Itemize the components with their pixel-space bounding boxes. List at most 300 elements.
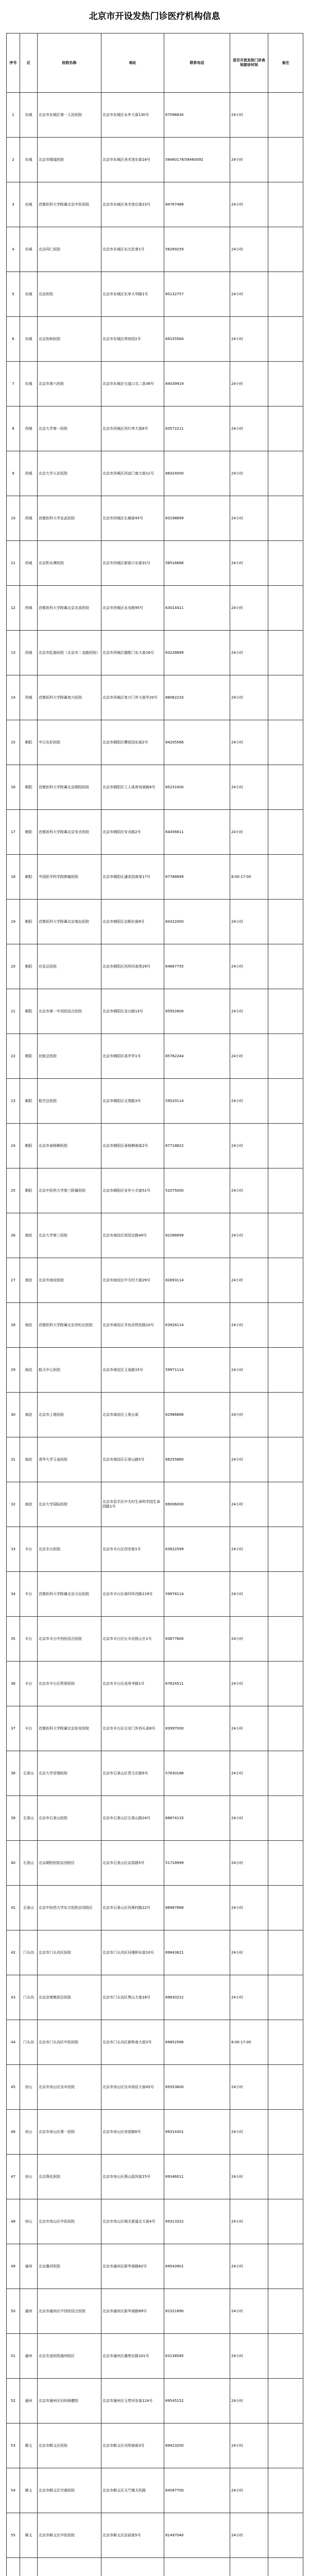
table-row <box>7 1706 303 1751</box>
cell-phone: 64456611 <box>164 810 230 855</box>
cell-index: 10 <box>7 496 20 541</box>
cell-address: 北京市通州区新华南路89号 <box>101 2289 164 2334</box>
table-row <box>7 2558 303 2576</box>
cell-remarks <box>268 720 303 765</box>
cell-address: 北京市通州区玉带河东街124号 <box>101 2379 164 2424</box>
cell-index: 27 <box>7 1258 20 1303</box>
cell-remarks <box>268 1258 303 1303</box>
cell-hospital-name: 首都医科大学附属复兴医院 <box>38 675 101 720</box>
table-row <box>7 182 303 227</box>
cell-night-hours: 24小时 <box>230 2110 268 2155</box>
table-row <box>7 1617 303 1662</box>
cell-index: 46 <box>7 2110 20 2155</box>
cell-hospital-name: 北京朝阳医院京西院区 <box>38 1841 101 1886</box>
cell-district: 房山 <box>20 2065 38 2110</box>
cell-night-hours: 24小时 <box>230 1437 268 1482</box>
cell-phone: 67718822 <box>164 1124 230 1168</box>
cell-index: 53 <box>7 2424 20 2468</box>
cell-address: 北京市西城区西什库大街8号 <box>101 406 164 451</box>
cell-phone: 69852566 <box>164 2020 230 2065</box>
cell-phone: 68874133 <box>164 1796 230 1841</box>
table-row <box>7 1213 303 1258</box>
cell-address: 北京市东城区永外大街130号 <box>101 93 164 138</box>
cell-phone: 69843621 <box>164 1930 230 1975</box>
cell-hospital-name: 北京市房山区中医医院 <box>38 2199 101 2244</box>
cell-address: 北京市朝阳区金台路13号 <box>101 989 164 1034</box>
cell-district: 房山 <box>20 2199 38 2244</box>
cell-remarks <box>268 406 303 451</box>
cell-remarks <box>268 1751 303 1796</box>
cell-district: 朝阳 <box>20 1124 38 1168</box>
cell-address: 北京市朝阳区安贞路2号 <box>101 810 164 855</box>
table-row <box>7 2065 303 2110</box>
cell-index: 50 <box>7 2289 20 2334</box>
cell-phone: 57830188 <box>164 1751 230 1796</box>
cell-address: 北京市石景山区西黄村路22号 <box>101 1886 164 1930</box>
cell-phone: 63822599 <box>164 1527 230 1572</box>
cell-phone: 63926114 <box>164 1303 230 1348</box>
cell-phone: 69830222 <box>164 1975 230 2020</box>
cell-district: 东城 <box>20 93 38 138</box>
cell-address: 北京市丰台区右安门外西头条8号 <box>101 1706 164 1751</box>
cell-night-hours: 24小时 <box>230 989 268 1034</box>
cell-remarks <box>268 1796 303 1841</box>
table-row <box>7 631 303 675</box>
cell-phone: 69314301 <box>164 2110 230 2155</box>
cell-phone: 85231000 <box>164 765 230 810</box>
cell-hospital-name: 北京市门头沟区中医医院 <box>38 2020 101 2065</box>
table-row <box>7 1886 303 1930</box>
table-row <box>7 900 303 944</box>
cell-index: 51 <box>7 2334 20 2379</box>
cell-night-hours: 24小时 <box>230 2468 268 2513</box>
cell-night-hours: 24小时 <box>230 2289 268 2334</box>
cell-night-hours: 24小时 <box>230 272 268 317</box>
cell-remarks <box>268 2424 303 2468</box>
cell-hospital-name: 首都医科大学附属北京友谊医院 <box>38 586 101 631</box>
cell-district: 通州 <box>20 2334 38 2379</box>
cell-address: 北京市顺义区光明南街3号 <box>101 2424 164 2468</box>
cell-index: 30 <box>7 1393 20 1437</box>
cell-night-hours: 24小时 <box>230 1482 268 1527</box>
cell-index: 54 <box>7 2468 20 2513</box>
cell-hospital-name: 中日友好医院 <box>38 720 101 765</box>
table-row <box>7 1258 303 1303</box>
cell-phone: 83228899 <box>164 631 230 675</box>
cell-index <box>7 2558 20 2576</box>
cell-hospital-name: 首都医科大学附属北京天坛医院 <box>38 1572 101 1617</box>
cell-phone: 69543901 <box>164 2244 230 2289</box>
table-row <box>7 586 303 631</box>
cell-hospital-name: 北京中医药大学东方医院京西院区 <box>38 1886 101 1930</box>
table-row <box>7 1348 303 1393</box>
cell-remarks <box>268 631 303 675</box>
cell-index: 33 <box>7 1527 20 1572</box>
cell-night-hours: 24小时 <box>230 406 268 451</box>
cell-index: 5 <box>7 272 20 317</box>
cell-remarks <box>268 2468 303 2513</box>
table-row <box>7 1124 303 1168</box>
cell-hospital-name: 首都医科大学附属北京地坛医院 <box>38 900 101 944</box>
cell-hospital-name: 航空总医院 <box>38 1079 101 1124</box>
cell-night-hours: 24小时 <box>230 1034 268 1079</box>
cell-hospital-name: 北京协和医院 <box>38 317 101 362</box>
cell-night-hours: 24小时 <box>230 1886 268 1930</box>
cell-address: 北京市朝阳区高井甲1号 <box>101 1034 164 1079</box>
cell-night-hours: 24小时 <box>230 1572 268 1617</box>
table-row <box>7 2155 303 2199</box>
cell-hospital-name: 北京市通州区妇幼保健院 <box>38 2379 101 2424</box>
table-row <box>7 362 303 406</box>
cell-hospital-name: 航天中心医院 <box>38 1348 101 1393</box>
cell-phone: 84205566 <box>164 720 230 765</box>
cell-address: 北京市朝阳区樱花园东街2号 <box>101 720 164 765</box>
cell-hospital-name: 首都医科大学宣武医院 <box>38 496 101 541</box>
cell-night-hours: 24小时 <box>230 675 268 720</box>
cell-hospital-name: 首都医科大学附属北京佑安医院 <box>38 1706 101 1751</box>
table-row <box>7 93 303 138</box>
col-header-address: 地址 <box>101 33 164 93</box>
cell-district: 海淀 <box>20 1437 38 1482</box>
table-row <box>7 2334 303 2379</box>
cell-index: 52 <box>7 2379 20 2424</box>
cell-district: 朝阳 <box>20 765 38 810</box>
cell-remarks <box>268 1886 303 1930</box>
cell-index: 35 <box>7 1617 20 1662</box>
cell-district: 房山 <box>20 2155 38 2199</box>
table-row <box>7 138 303 182</box>
cell-remarks <box>268 586 303 631</box>
cell-phone: 67096830 <box>164 93 230 138</box>
cell-address: 北京市门头沟区新桥南大街3号 <box>101 2020 164 2065</box>
cell-phone: 69346011 <box>164 2155 230 2199</box>
cell-hospital-name: 北京医院 <box>38 272 101 317</box>
cell-district: 通州 <box>20 2244 38 2289</box>
cell-remarks <box>268 2244 303 2289</box>
col-header-night-hours: 是否开放发热门诊夜间接诊时间 <box>230 33 268 93</box>
cell-night-hours: 24小时 <box>230 2199 268 2244</box>
table-body <box>7 93 303 2576</box>
cell-address: 北京市朝阳区京顺东街8号 <box>101 900 164 944</box>
cell-index: 31 <box>7 1437 20 1482</box>
cell-phone: 69313322 <box>164 2199 230 2244</box>
cell-night-hours: 24小时 <box>230 496 268 541</box>
cell-phone: 69353600 <box>164 2065 230 2110</box>
cell-hospital-name: 北京市顺义区医院 <box>38 2424 101 2468</box>
cell-night-hours: 24小时 <box>230 1213 268 1258</box>
table-row <box>7 1572 303 1617</box>
table-row <box>7 2424 303 2468</box>
table-row <box>7 451 303 496</box>
cell-night-hours: 24小时 <box>230 1393 268 1437</box>
cell-district: 海淀 <box>20 1393 38 1437</box>
cell-address: 北京市石景山区京原路5号 <box>101 1841 164 1886</box>
table-row <box>7 2379 303 2424</box>
cell-phone <box>164 2558 230 2576</box>
cell-address: 北京市东城区东单大华路1号 <box>101 272 164 317</box>
cell-district: 东城 <box>20 272 38 317</box>
table-row <box>7 541 303 586</box>
cell-district: 朝阳 <box>20 1034 38 1079</box>
table-row <box>7 2468 303 2513</box>
cell-district: 朝阳 <box>20 855 38 900</box>
cell-index: 18 <box>7 855 20 900</box>
table-row <box>7 989 303 1034</box>
cell-hospital-name: 北京市隆福医院 <box>38 138 101 182</box>
cell-phone: 88324000 <box>164 451 230 496</box>
table-row <box>7 2244 303 2289</box>
cell-index: 43 <box>7 1975 20 2020</box>
table-row <box>7 675 303 720</box>
cell-phone: 81521890 <box>164 2289 230 2334</box>
table-row <box>7 1437 303 1482</box>
cell-index: 2 <box>7 138 20 182</box>
cell-night-hours: 24小时 <box>230 1662 268 1706</box>
cell-district: 朝阳 <box>20 1168 38 1213</box>
cell-address: 北京市顺义区天竺镇天柱路 <box>101 2468 164 2513</box>
cell-phone: 67624511 <box>164 1662 230 1706</box>
cell-phone: 85762244 <box>164 1034 230 1079</box>
cell-address: 北京市海淀区玉泉路15号 <box>101 1348 164 1393</box>
cell-address: 北京市西城区德胜门东大街16号 <box>101 631 164 675</box>
cell-index: 55 <box>7 2513 20 2558</box>
table-row <box>7 810 303 855</box>
cell-district: 西城 <box>20 496 38 541</box>
table-row <box>7 1034 303 1079</box>
cell-night-hours: 24小时 <box>230 2155 268 2199</box>
table-row <box>7 944 303 989</box>
cell-index: 7 <box>7 362 20 406</box>
cell-remarks <box>268 2513 303 2558</box>
cell-night-hours: 24小时 <box>230 944 268 989</box>
table-row <box>7 406 303 451</box>
table-row <box>7 855 303 900</box>
cell-remarks <box>268 227 303 272</box>
cell-index: 3 <box>7 182 20 227</box>
cell-remarks <box>268 2289 303 2334</box>
cell-index: 40 <box>7 1841 20 1886</box>
cell-remarks <box>268 1168 303 1213</box>
cell-remarks <box>268 1437 303 1482</box>
cell-remarks <box>268 810 303 855</box>
table-row <box>7 2110 303 2155</box>
cell-phone: 85952600 <box>164 989 230 1034</box>
cell-night-hours: 24小时 <box>230 1348 268 1393</box>
cell-district: 门头沟 <box>20 1975 38 2020</box>
cell-district: 海淀 <box>20 1258 38 1303</box>
cell-hospital-name: 民航总医院 <box>38 1034 101 1079</box>
cell-hospital-name: 北京大学人民医院 <box>38 451 101 496</box>
cell-night-hours: 24小时 <box>230 2513 268 2558</box>
table-row <box>7 2513 303 2558</box>
cell-hospital-name <box>38 2558 101 2576</box>
cell-index: 45 <box>7 2065 20 2110</box>
cell-night-hours: 24小时 <box>230 227 268 272</box>
cell-night-hours: 8:00-17:00 <box>230 2020 268 2065</box>
cell-hospital-name: 北京燕化医院 <box>38 2155 101 2199</box>
cell-district: 丰台 <box>20 1706 38 1751</box>
cell-hospital-name: 北京大学第一医院 <box>38 406 101 451</box>
cell-phone: 88987668 <box>164 1886 230 1930</box>
cell-index: 9 <box>7 451 20 496</box>
cell-hospital-name: 北京市第一中西医结合医院 <box>38 989 101 1034</box>
cell-remarks <box>268 541 303 586</box>
cell-hospital-name: 北京同仁医院 <box>38 227 101 272</box>
cell-hospital-name: 清华大学玉泉医院 <box>38 1437 101 1482</box>
cell-night-hours: 24小时 <box>230 1841 268 1886</box>
cell-district: 东城 <box>20 138 38 182</box>
cell-phone: 82266699 <box>164 1213 230 1258</box>
cell-hospital-name: 应急总医院 <box>38 944 101 989</box>
cell-index: 44 <box>7 2020 20 2065</box>
cell-index: 24 <box>7 1124 20 1168</box>
cell-district: 朝阳 <box>20 1079 38 1124</box>
cell-night-hours: 24小时 <box>230 1079 268 1124</box>
cell-remarks <box>268 1348 303 1393</box>
cell-phone: 63014411 <box>164 586 230 631</box>
cell-address: 北京市昌平区中关村生命科学园生命园路1号 <box>101 1482 164 1527</box>
cell-address: 北京市门头沟区河滩桥东街10号 <box>101 1930 164 1975</box>
table-header <box>7 33 303 93</box>
cell-district: 海淀 <box>20 1348 38 1393</box>
cell-night-hours: 24小时 <box>230 1527 268 1572</box>
cell-district: 房山 <box>20 2110 38 2155</box>
cell-phone: 69155564 <box>164 317 230 362</box>
cell-district <box>20 2558 38 2576</box>
cell-address: 北京市朝阳区潘家园南里17号 <box>101 855 164 900</box>
cell-remarks <box>268 1527 303 1572</box>
col-header-district: 区 <box>20 33 38 93</box>
cell-night-hours: 24小时 <box>230 138 268 182</box>
cell-remarks <box>268 1617 303 1662</box>
table-row <box>7 496 303 541</box>
hospital-table <box>6 33 303 2576</box>
cell-remarks <box>268 1975 303 2020</box>
cell-night-hours: 24小时 <box>230 631 268 675</box>
cell-phone: 83198899 <box>164 496 230 541</box>
cell-phone: 58516688 <box>164 541 230 586</box>
cell-address: 北京市东城区帅府园1号 <box>101 317 164 362</box>
cell-address: 北京市丰台区南四环西路119号 <box>101 1572 164 1617</box>
cell-address: 北京市西城区复兴门外大街甲20号 <box>101 675 164 720</box>
cell-district: 顺义 <box>20 2468 38 2513</box>
cell-remarks <box>268 272 303 317</box>
cell-night-hours: 24小时 <box>230 451 268 496</box>
cell-hospital-name: 北京市门头沟区医院 <box>38 1930 101 1975</box>
cell-remarks <box>268 451 303 496</box>
cell-night-hours: 24小时 <box>230 1706 268 1751</box>
cell-district: 海淀 <box>20 1213 38 1258</box>
cell-district: 石景山 <box>20 1886 38 1930</box>
cell-hospital-name: 首都医科大学附属北京安贞医院 <box>38 810 101 855</box>
cell-address <box>101 2558 164 2576</box>
col-header-phone: 联系电话 <box>164 33 230 93</box>
cell-hospital-name: 北京市房山区良乡医院 <box>38 2065 101 2110</box>
cell-night-hours: 24小时 <box>230 1168 268 1213</box>
cell-night-hours: 24小时 <box>230 1258 268 1303</box>
cell-address: 北京市海淀区石景山路5号 <box>101 1437 164 1482</box>
table-row <box>7 720 303 765</box>
cell-address: 北京市房山区城关街道北大街4号 <box>101 2199 164 2244</box>
cell-remarks <box>268 2065 303 2110</box>
cell-index: 19 <box>7 900 20 944</box>
cell-hospital-name: 北京市顺义区中医医院 <box>38 2513 101 2558</box>
cell-night-hours: 24小时 <box>230 1303 268 1348</box>
table-row <box>7 1303 303 1348</box>
table-row <box>7 1841 303 1886</box>
cell-hospital-name: 北京市第六医院 <box>38 362 101 406</box>
cell-phone: 52075000 <box>164 1168 230 1213</box>
cell-remarks <box>268 1572 303 1617</box>
cell-index: 38 <box>7 1751 20 1796</box>
cell-remarks <box>268 1124 303 1168</box>
cell-hospital-name: 北京市海淀医院 <box>38 1258 101 1303</box>
cell-district: 海淀 <box>20 1482 38 1527</box>
cell-phone: 59978114 <box>164 1572 230 1617</box>
table-row <box>7 1168 303 1213</box>
cell-address: 北京市东城区美术馆东街18号 <box>101 138 164 182</box>
cell-night-hours: 24小时 <box>230 1617 268 1662</box>
cell-hospital-name: 北京市顺义区空港医院 <box>38 2468 101 2513</box>
cell-hospital-name: 北京市丰台区铁营医院 <box>38 1662 101 1706</box>
cell-remarks <box>268 1079 303 1124</box>
cell-address: 北京市朝阳区安外小关街51号 <box>101 1168 164 1213</box>
cell-index: 28 <box>7 1303 20 1348</box>
table-row <box>7 1930 303 1975</box>
cell-remarks <box>268 1482 303 1527</box>
cell-district: 石景山 <box>20 1751 38 1796</box>
cell-night-hours: 24小时 <box>230 720 268 765</box>
cell-phone: 88062233 <box>164 675 230 720</box>
cell-index: 49 <box>7 2244 20 2289</box>
cell-address: 北京市西城区新街口东街31号 <box>101 541 164 586</box>
cell-address: 北京市石景山区晋元庄路9号 <box>101 1751 164 1796</box>
table-row <box>7 272 303 317</box>
cell-phone: 87788899 <box>164 855 230 900</box>
cell-index: 6 <box>7 317 20 362</box>
cell-night-hours: 24小时 <box>230 2334 268 2379</box>
cell-night-hours: 24小时 <box>230 1796 268 1841</box>
cell-address: 北京市朝阳区垂杨柳南街2号 <box>101 1124 164 1168</box>
table-row <box>7 227 303 272</box>
cell-phone: 69545152 <box>164 2379 230 2424</box>
cell-remarks <box>268 1213 303 1258</box>
cell-district: 丰台 <box>20 1572 38 1617</box>
cell-district: 朝阳 <box>20 944 38 989</box>
cell-night-hours: 24小时 <box>230 810 268 855</box>
cell-district: 门头沟 <box>20 2020 38 2065</box>
cell-remarks <box>268 1930 303 1975</box>
cell-phone: 58269259 <box>164 227 230 272</box>
cell-address: 北京市通州区新华南路82号 <box>101 2244 164 2289</box>
cell-remarks <box>268 2379 303 2424</box>
cell-address: 北京市顺义区站前街5号 <box>101 2513 164 2558</box>
cell-night-hours: 24小时 <box>230 765 268 810</box>
cell-remarks <box>268 989 303 1034</box>
cell-address: 北京市东城区交道口北二条36号 <box>101 362 164 406</box>
cell-address: 北京市房山区房窑路6号 <box>101 2110 164 2155</box>
cell-phone: 83572211 <box>164 406 230 451</box>
cell-index: 39 <box>7 1796 20 1841</box>
cell-address: 北京市东城区东交民巷1号 <box>101 227 164 272</box>
cell-phone: 59520114 <box>164 1079 230 1124</box>
cell-night-hours: 24小时 <box>230 2244 268 2289</box>
cell-hospital-name: 北京积水潭医院 <box>38 541 101 586</box>
cell-address: 北京市石景山区石景山路24号 <box>101 1796 164 1841</box>
cell-phone: 83997000 <box>164 1706 230 1751</box>
col-header-hospital-name: 医院名称 <box>38 33 101 93</box>
table-row <box>7 1482 303 1527</box>
